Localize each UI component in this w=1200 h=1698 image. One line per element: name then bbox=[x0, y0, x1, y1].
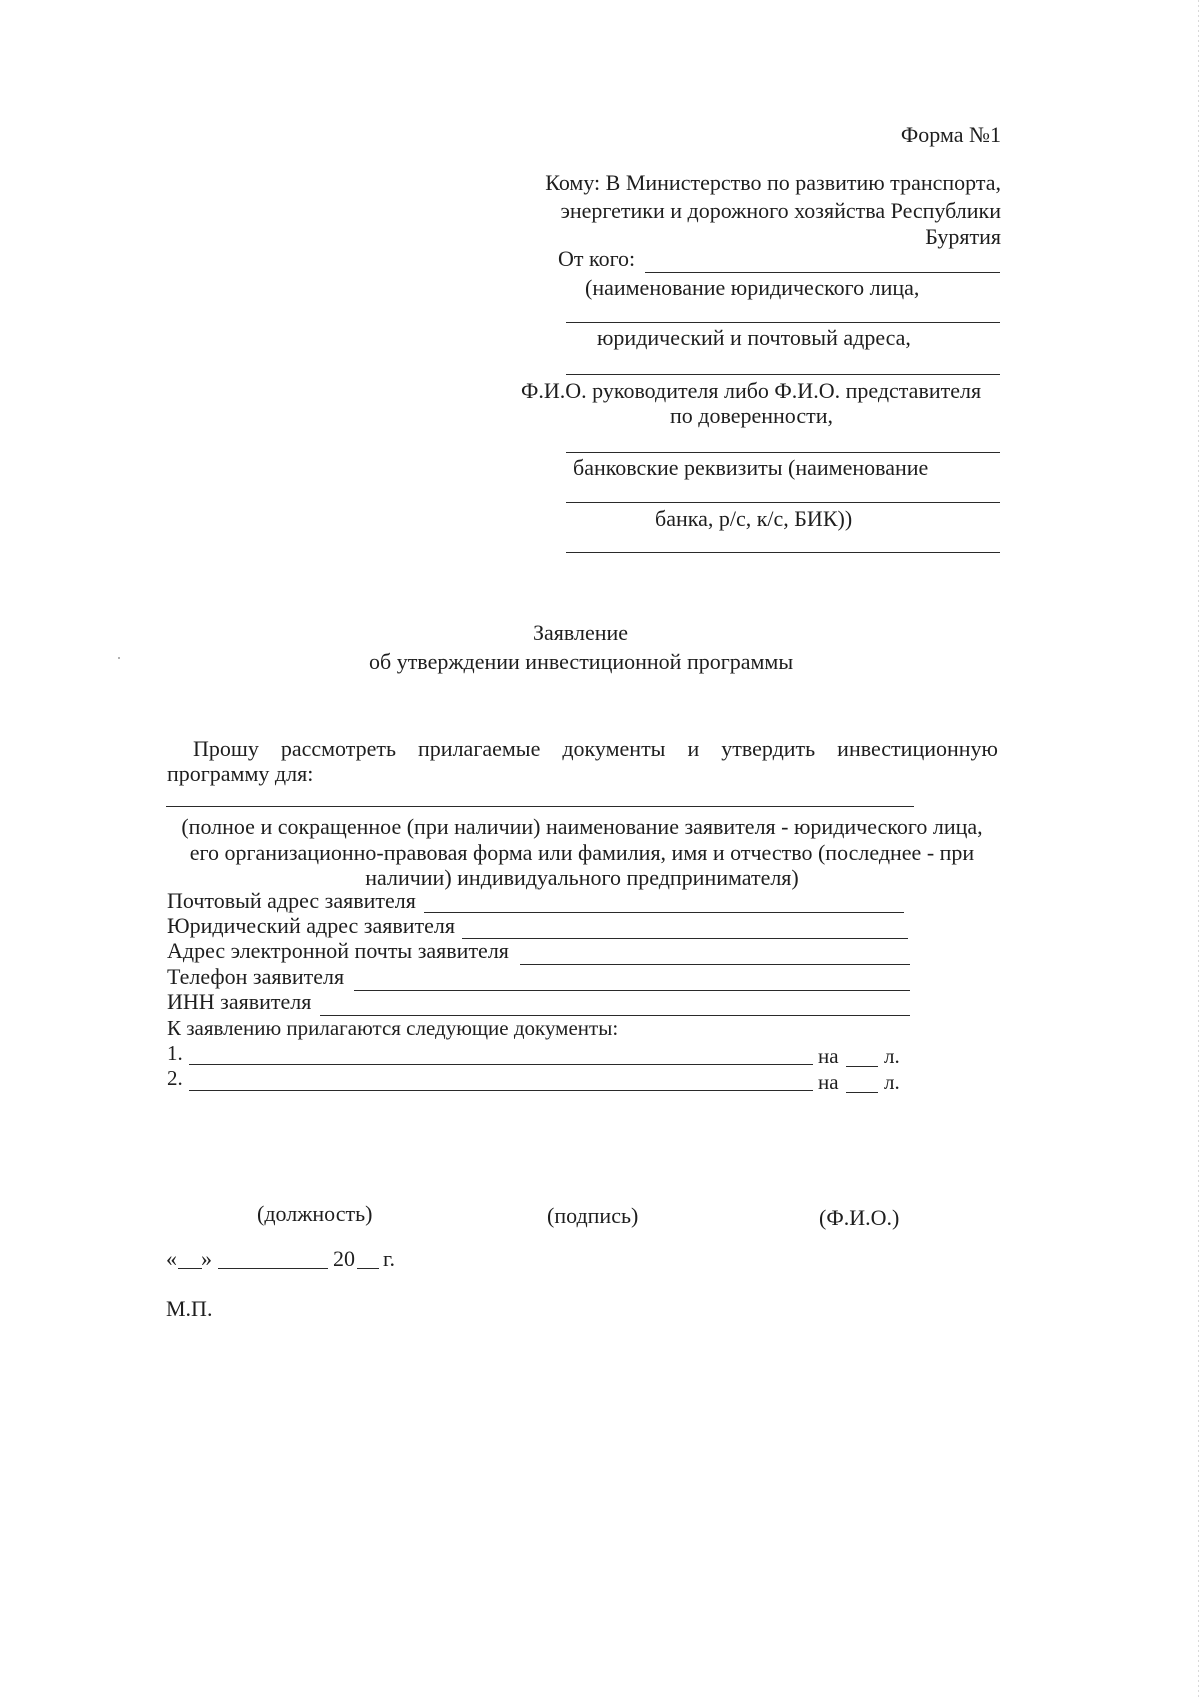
legal-address-field[interactable] bbox=[462, 938, 908, 939]
email-label: Адрес электронной почты заявителя bbox=[167, 938, 509, 963]
attachment-num: 1. bbox=[167, 1041, 183, 1065]
date-year-field[interactable] bbox=[357, 1268, 379, 1269]
sender-name-line[interactable] bbox=[645, 272, 1000, 273]
request-word: документы bbox=[562, 736, 666, 761]
recipient-line-2: энергетики и дорожного хозяйства Республики bbox=[560, 198, 1001, 223]
recipient-line-1: Кому: В Министерство по развитию транспорта, bbox=[545, 170, 1001, 195]
date-month-field[interactable] bbox=[218, 1268, 328, 1269]
request-word: рассмотреть bbox=[280, 736, 397, 761]
signature-sign: (подпись) bbox=[547, 1203, 639, 1228]
attachment-2-pages-field[interactable] bbox=[846, 1092, 878, 1093]
attachment-1-field[interactable] bbox=[189, 1064, 813, 1065]
sender-label: От кого: bbox=[558, 246, 636, 271]
request-word: прилагаемые bbox=[418, 736, 541, 761]
date-year-prefix: 20 bbox=[333, 1246, 355, 1271]
sender-address-line[interactable] bbox=[566, 374, 1000, 375]
attachment-pages: л. bbox=[884, 1044, 900, 1068]
scan-edge bbox=[1198, 0, 1199, 1698]
postal-address-field[interactable] bbox=[424, 912, 904, 913]
scan-dot bbox=[118, 657, 120, 659]
request-word: и bbox=[687, 736, 700, 761]
recipient-line-3: Бурятия bbox=[925, 224, 1001, 249]
date-year-suffix: г. bbox=[383, 1246, 396, 1271]
request-word: инвестиционную bbox=[837, 736, 998, 761]
legal-address-label: Юридический адрес заявителя bbox=[167, 913, 455, 938]
sender-head-line[interactable] bbox=[566, 452, 1000, 453]
form-number: Форма №1 bbox=[900, 122, 1001, 147]
phone-field[interactable] bbox=[354, 990, 910, 991]
attachment-on: на bbox=[818, 1044, 839, 1068]
document-subtitle: об утверждении инвестиционной программы bbox=[369, 649, 794, 674]
date-day-field[interactable] bbox=[178, 1268, 202, 1269]
attachment-num: 2. bbox=[167, 1066, 183, 1090]
sender-hint-head-1: Ф.И.О. руководителя либо Ф.И.О. представителя bbox=[521, 378, 982, 403]
request-line-1 bbox=[193, 738, 998, 760]
sender-bank-line-2[interactable] bbox=[566, 552, 1000, 553]
applicant-hint-3: наличии) индивидуального предпринимателя) bbox=[365, 865, 799, 890]
request-word: утвердить bbox=[721, 736, 816, 761]
attachment-pages: л. bbox=[884, 1070, 900, 1094]
sender-legal-name-line[interactable] bbox=[566, 322, 1000, 323]
attachment-1-pages-field[interactable] bbox=[846, 1066, 878, 1067]
sender-hint-addresses: юридический и почтовый адреса, bbox=[597, 325, 911, 350]
request-line-2: программу для: bbox=[167, 761, 314, 786]
attachment-2-field[interactable] bbox=[189, 1090, 813, 1091]
phone-label: Телефон заявителя bbox=[167, 964, 345, 989]
applicant-name-line[interactable] bbox=[166, 806, 914, 807]
postal-address-label: Почтовый адрес заявителя bbox=[167, 888, 416, 913]
sender-bank-line-1[interactable] bbox=[566, 502, 1000, 503]
sender-hint-bank-1: банковские реквизиты (наименование bbox=[573, 455, 929, 480]
attachment-on: на bbox=[818, 1070, 839, 1094]
sender-hint-bank-2: банка, р/с, к/с, БИК)) bbox=[655, 506, 853, 531]
date-open-quote: « bbox=[166, 1246, 177, 1271]
applicant-hint-1: (полное и сокращенное (при наличии) наименование заявителя - юридического лица, bbox=[181, 814, 983, 839]
attachments-heading: К заявлению прилагаются следующие документы: bbox=[167, 1016, 619, 1040]
sender-hint-head-2: по доверенности, bbox=[670, 403, 834, 428]
stamp-place: М.П. bbox=[166, 1296, 213, 1321]
applicant-hint-2: его организационно-правовая форма или фамилия, имя и отчество (последнее - при bbox=[189, 840, 975, 865]
signature-position: (должность) bbox=[257, 1201, 373, 1226]
inn-label: ИНН заявителя bbox=[167, 989, 312, 1014]
request-word: Прошу bbox=[193, 736, 259, 761]
document-title: Заявление bbox=[533, 620, 629, 645]
date-close-quote: » bbox=[201, 1246, 212, 1271]
signature-name: (Ф.И.О.) bbox=[819, 1205, 900, 1230]
sender-hint-legal-name: (наименование юридического лица, bbox=[585, 275, 920, 300]
email-field[interactable] bbox=[520, 964, 910, 965]
